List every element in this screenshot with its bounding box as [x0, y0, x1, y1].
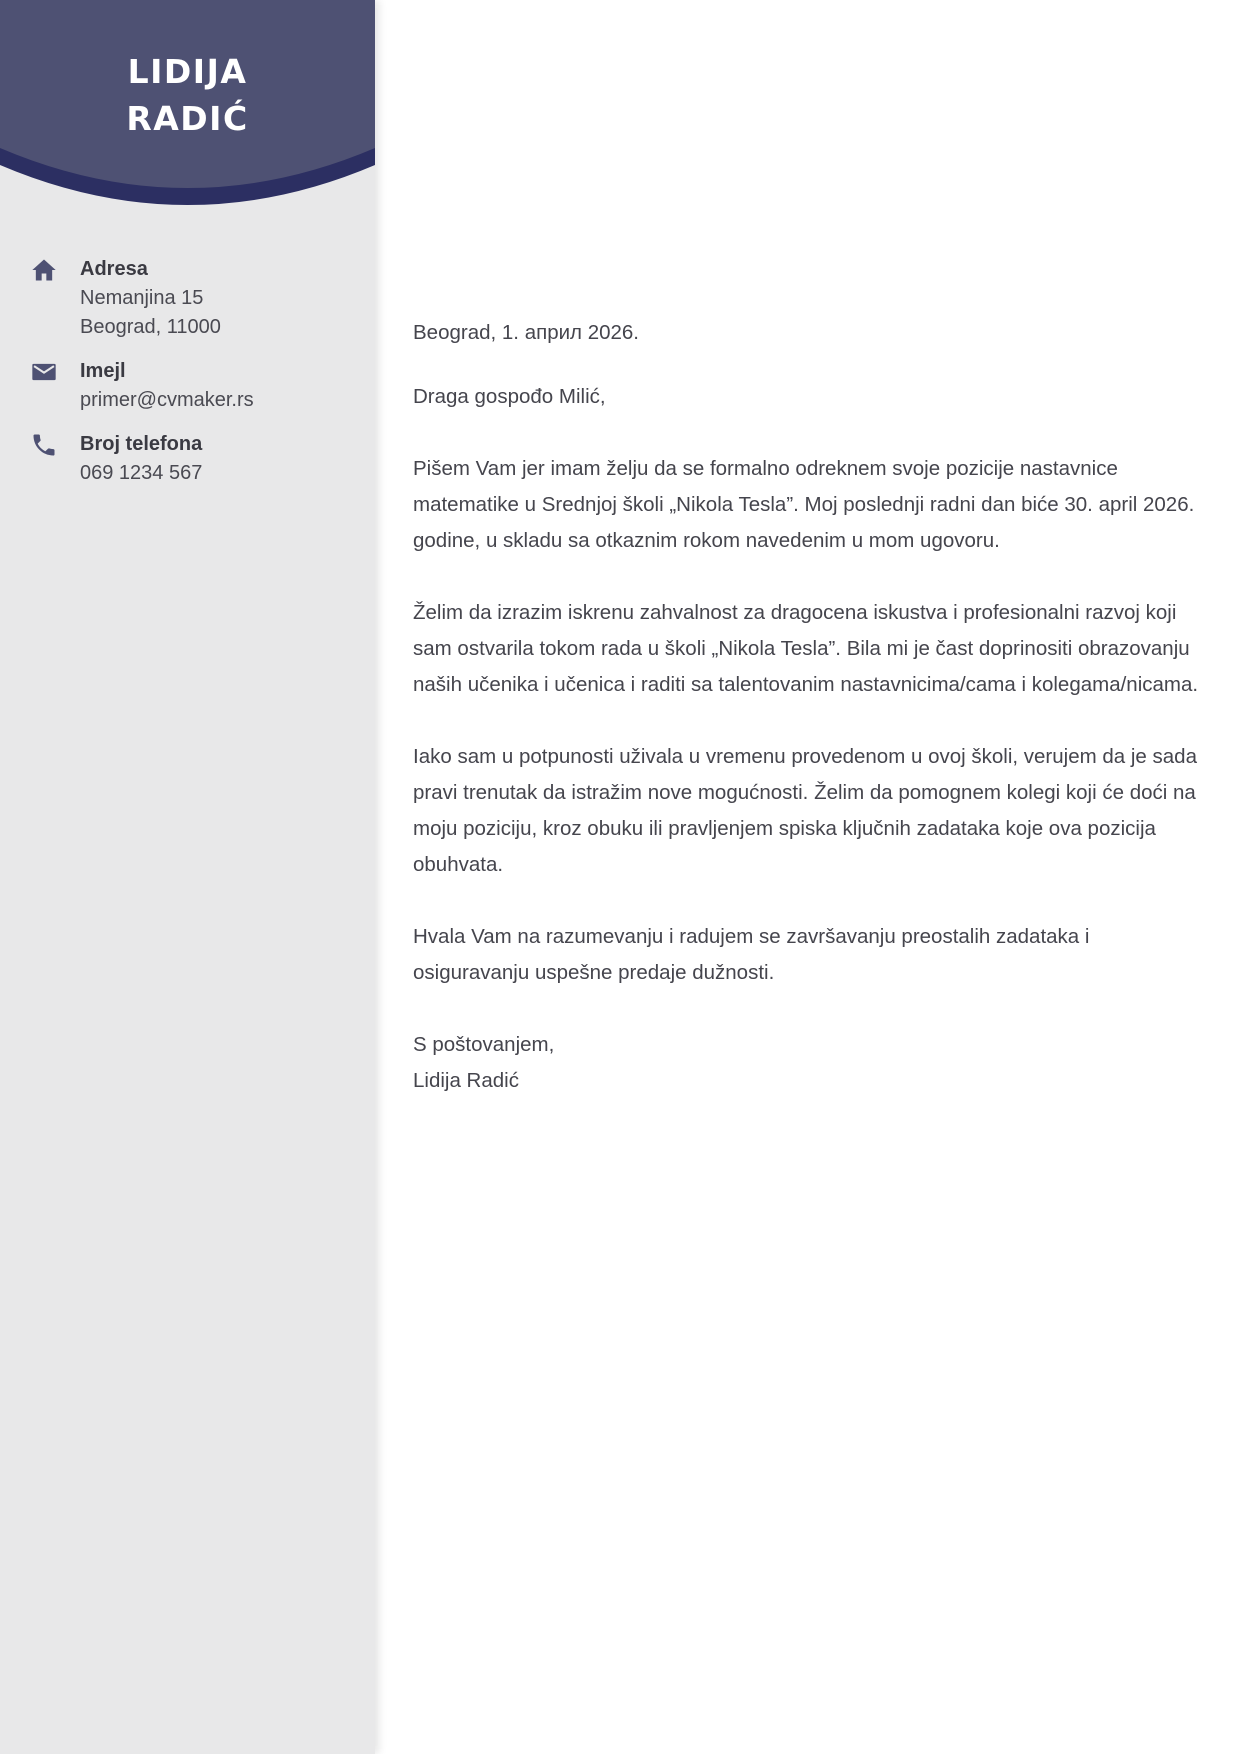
letter-date: Beograd, 1. април 2026.: [413, 321, 640, 344]
address-line2: Beograd, 11000: [80, 316, 221, 338]
letter-salutation: Draga gospođo Milić,: [413, 385, 606, 408]
phone-icon: [30, 431, 58, 459]
phone-value[interactable]: 069 1234 567: [80, 462, 203, 484]
address-label: Adresa: [80, 258, 148, 280]
contact-address: [30, 254, 360, 342]
candidate-name: [0, 48, 375, 142]
letter-paragraph-4: Hvala Vam na razumevanju i radujem se završavanju preostalih zadataka i osiguravanju uspešne predaje dužnosti.: [413, 925, 1090, 984]
contact-section: [30, 254, 360, 502]
email-value[interactable]: primer@cvmaker.rs: [80, 389, 254, 411]
home-icon: [30, 256, 58, 284]
address-line1: Nemanjina 15: [80, 287, 204, 309]
contact-email: [30, 356, 360, 415]
letter-paragraph-2: Želim da izrazim iskrenu zahvalnost za dragocena iskustva i profesionalni razvoj koji sam ostvarila tokom rada u školi „Nikola Tesla”. Bila mi je čast doprinositi obrazovanju naših učenika i učenica i raditi sa talentovanim nastavnicima/cama i kolegama/nicama.: [413, 601, 1199, 696]
sidebar: [0, 0, 375, 1754]
letter-paragraph-1: Pišem Vam jer imam želju da se formalno odreknem svoje pozicije nastavnice matematike u Srednjoj školi „Nikola Tesla”. Moj poslednji radni dan biće 30. april 2026. godine, u skladu sa otkaznim rokom navedenim u mom ugovoru.: [413, 457, 1195, 552]
letter-body: [413, 315, 1203, 1099]
letter-closing: S poštovanjem,: [413, 1033, 555, 1056]
envelope-icon: [30, 358, 58, 386]
phone-label: Broj telefona: [80, 433, 203, 455]
name-first: LIDIJA: [127, 52, 248, 91]
letter-signature: Lidija Radić: [413, 1069, 519, 1092]
letter-paragraph-3: Iako sam u potpunosti uživala u vremenu provedenom u ovoj školi, verujem da je sada pravi trenutak da istražim nove mogućnosti. Želim da pomognem kolegi koji će doći na moju poziciju, kroz obuku ili pravljenjem spiska ključnih zadataka koje ova pozicija obuhvata.: [413, 745, 1197, 876]
letter-closing-block: [413, 1027, 1203, 1099]
email-label: Imejl: [80, 360, 126, 382]
name-last: RADIĆ: [126, 99, 249, 138]
contact-phone: [30, 429, 360, 488]
